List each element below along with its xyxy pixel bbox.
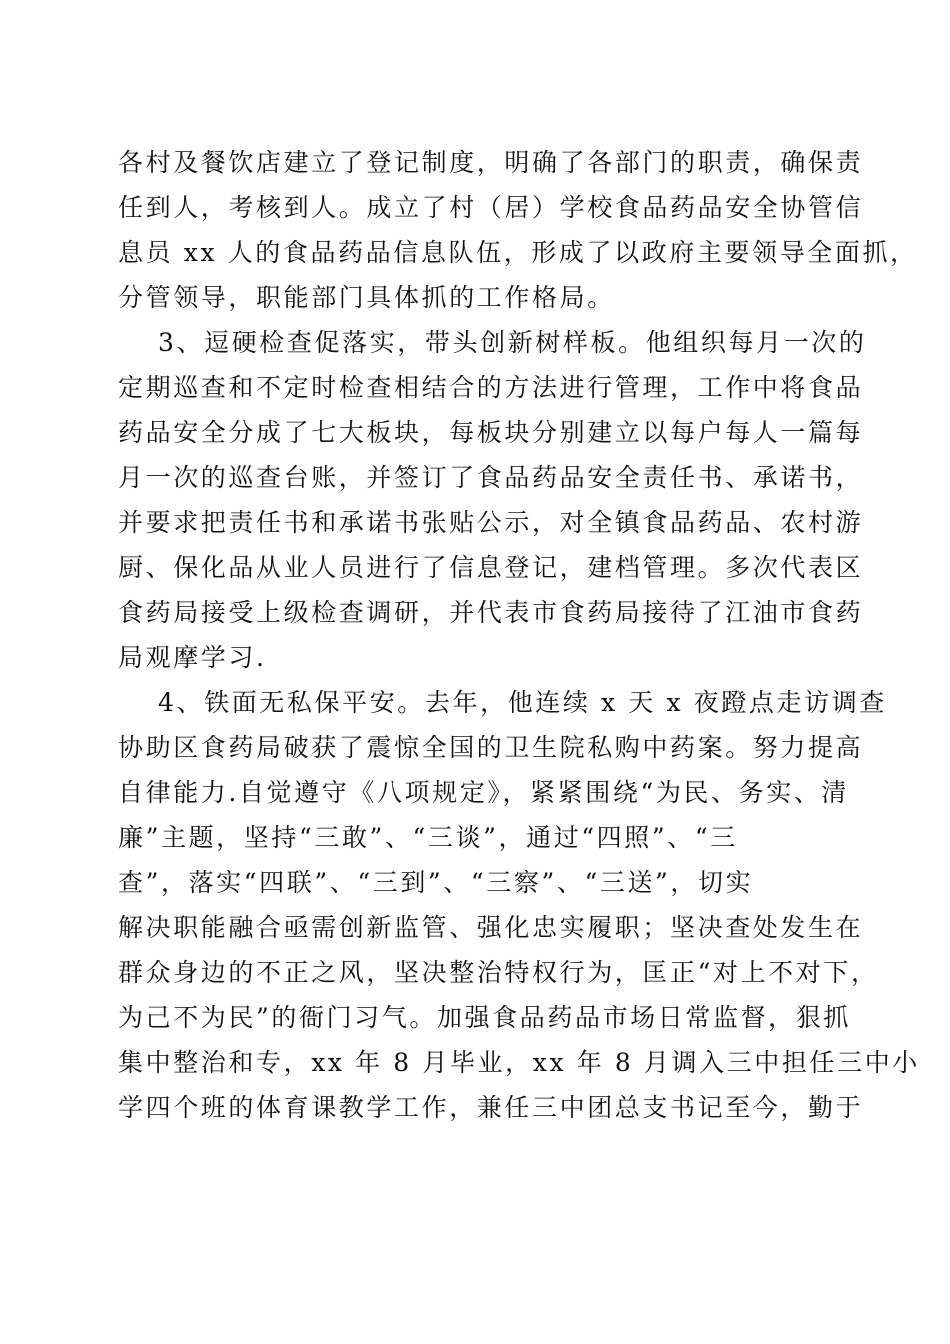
text-line: 解决职能融合亟需创新监管、强化忠实履职；坚决查处发生在 xyxy=(118,913,864,942)
text-line: 自律能力.自觉遵守《八项规定》，紧紧围绕“为民、务实、清 xyxy=(118,778,850,807)
body-text xyxy=(118,140,920,1130)
text-line: 查”，落实“四联”、“三到”、“三察”、“三送”，切实 xyxy=(118,868,754,897)
text-line: 3、逗硬检查促落实，带头创新树样板。他组织每月一次的 xyxy=(158,328,867,357)
text-line: 协助区食药局破获了震惊全国的卫生院私购中药案。努力提高 xyxy=(118,733,864,762)
text-line: 任到人，考核到人。成立了村（居）学校食品药品安全协管信 xyxy=(118,193,864,222)
text-line: 月一次的巡查台账，并签订了食品药品安全责任书、承诺书， xyxy=(118,463,864,492)
text-line: 廉”主题，坚持“三敢”、“三谈”，通过“四照”、“三 xyxy=(118,823,738,852)
text-line: 食药局接受上级检查调研，并代表市食药局接待了江油市食药 xyxy=(118,598,864,627)
text-line: 群众身边的不正之风，坚决整治特权行为，匡正“对上不对下， xyxy=(118,958,879,987)
text-line: 药品安全分成了七大板块，每板块分别建立以每户每人一篇每 xyxy=(118,418,864,447)
text-line: 4、铁面无私保平安。去年，他连续 x 天 x 夜蹬点走访调查 xyxy=(158,688,887,717)
text-line: 分管领导，职能部门具体抓的工作格局。 xyxy=(118,283,615,312)
text-line: 局观摩学习. xyxy=(118,643,267,672)
text-line: 并要求把责任书和承诺书张贴公示，对全镇食品药品、农村游 xyxy=(118,508,864,537)
text-line: 为己不为民”的衙门习气。加强食品药品市场日常监督，狠抓 xyxy=(118,1003,851,1032)
text-line: 学四个班的体育课教学工作，兼任三中团总支书记至今，勤于 xyxy=(118,1093,864,1122)
text-line: 定期巡查和不定时检查相结合的方法进行管理，工作中将食品 xyxy=(118,373,864,402)
text-line: 厨、保化品从业人员进行了信息登记，建档管理。多次代表区 xyxy=(118,553,864,582)
text-line: 息员 xx 人的食品药品信息队伍，形成了以政府主要领导全面抓， xyxy=(118,238,918,267)
text-line: 各村及餐饮店建立了登记制度，明确了各部门的职责，确保责 xyxy=(118,148,864,177)
text-line: 集中整治和专，xx 年 8 月毕业，xx 年 8 月调入三中担任三中小 xyxy=(118,1048,920,1077)
